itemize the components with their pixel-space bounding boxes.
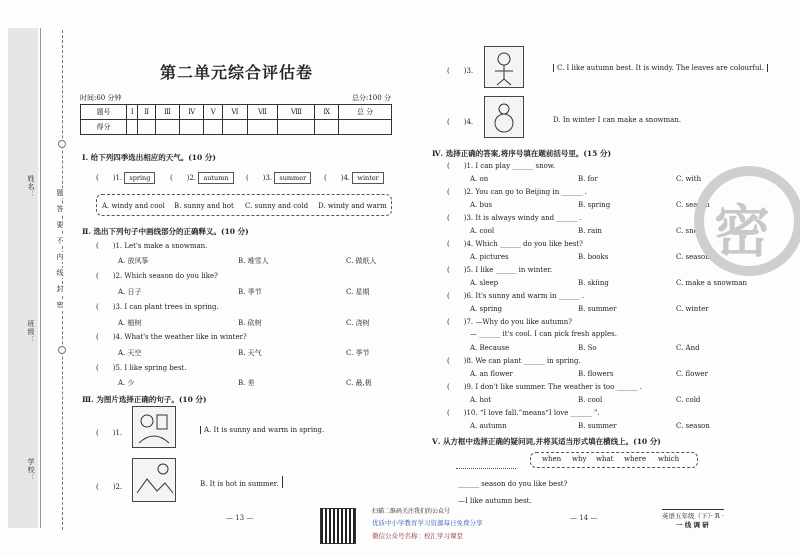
s4-question: ( )3. It is always windy and ______ . (447, 214, 582, 222)
seal-word: 答 (56, 205, 64, 213)
season-word-box: winter (352, 172, 383, 184)
promo-text: 微信公众号名称：校汇学习课堂 (372, 532, 463, 540)
option-b: B. 季节 (238, 288, 262, 296)
question-text: I can plant trees in spring. (124, 303, 219, 311)
autumn-picture-icon (484, 46, 524, 88)
option-b: B. summer (578, 305, 617, 313)
s1-item (324, 172, 384, 184)
option-c: C. season (676, 422, 710, 430)
word-bank-item: where (624, 455, 647, 463)
option-c: C. 做纸人 (346, 257, 377, 265)
answer-bracket[interactable]: ( )4. (324, 174, 351, 182)
section-2-title: Ⅱ. 选出下列句子中画线部分的正确释义。(10 分) (82, 227, 249, 236)
option-c: C. And (676, 344, 700, 352)
option-a: A. bus (470, 201, 493, 209)
s2-question (96, 271, 218, 281)
question-text: I like spring best. (124, 364, 187, 372)
answer-bracket[interactable]: ( )1. (96, 429, 123, 437)
question-text: Which season do you like? (124, 272, 218, 280)
question-text: Let's make a snowman. (124, 242, 208, 250)
answer-bracket[interactable]: ( )1. (96, 242, 123, 250)
school-label: 学校： (27, 458, 35, 482)
word-bank-item: why (572, 455, 587, 463)
word-bank-item: when (542, 455, 562, 463)
seal-word: 封 (56, 285, 64, 293)
score-table-row (81, 120, 392, 135)
seal-word: 不 (56, 237, 64, 245)
section-5-title: Ⅴ. 从方框中选择正确的疑问词,并将其适当形式填在横线上。(10 分) (432, 437, 661, 446)
score-cell[interactable] (315, 120, 339, 135)
option-a: A. 少 (118, 379, 135, 387)
option-b: B. rain (578, 227, 602, 235)
option-a: A. 天空 (118, 349, 142, 357)
s4-question: ( )5. I like ______ in winter. (447, 266, 553, 274)
option-c: C. season (676, 253, 710, 261)
option-b: B. books (578, 253, 609, 261)
answer-bracket[interactable]: ( )2. (96, 483, 123, 491)
seal-word: 密 (56, 301, 64, 309)
table-header: Ⅴ (204, 105, 223, 120)
table-header: 总 分 (339, 105, 392, 120)
answer-bracket[interactable]: ( )2. (96, 272, 123, 280)
winter-picture-icon (484, 96, 524, 138)
s4-question: ( )9. I don't like summer. The weather is too ______ . (447, 383, 643, 391)
scan-text: 扫描二维码关注我们的公众号 (372, 508, 451, 515)
option-a: A. an flower (470, 370, 513, 378)
option-c: C. 最,极 (346, 379, 372, 387)
summer-picture-icon (132, 458, 176, 502)
qr-code-icon[interactable] (320, 508, 356, 544)
s1-item (96, 172, 155, 184)
answer-bracket[interactable]: ( )4. (96, 333, 123, 341)
divider (282, 476, 283, 488)
option-c: C. season (676, 201, 710, 209)
score-cell[interactable] (138, 120, 156, 135)
binding-line (40, 28, 41, 528)
question-text: What's the weather like in winter? (124, 333, 247, 341)
season-word-box: spring (124, 172, 155, 184)
score-cell[interactable] (339, 120, 392, 135)
word-bank-item: what (596, 455, 614, 463)
s4-question: ( )8. We can plant ______ in spring. (447, 357, 581, 365)
time-label: 时间:60 分钟 (80, 94, 122, 102)
spring-picture-icon (132, 406, 176, 448)
score-cell[interactable] (247, 120, 278, 135)
season-word-box: summer (274, 172, 311, 184)
option-b: B. for (578, 175, 598, 183)
option-a: A. spring (470, 305, 503, 313)
binding-hole-icon (58, 140, 66, 148)
option-b: B. 差 (238, 379, 255, 387)
option-c: C. 星期 (346, 288, 370, 296)
seal-word: 内 (56, 253, 64, 261)
score-cell[interactable] (278, 120, 315, 135)
score-cell[interactable] (156, 120, 180, 135)
answer-bracket[interactable]: ( )5. (96, 364, 123, 372)
section-4-title: Ⅳ. 选择正确的答案,将序号填在题前括号里。(15 分) (432, 149, 611, 158)
option-c: C. make a snowman (676, 279, 748, 287)
option-b: B. spring (578, 201, 611, 209)
s2-question (96, 363, 187, 373)
option-a: A. autumn (470, 422, 507, 430)
score-table (80, 104, 392, 135)
answer-bracket[interactable]: ( )1. (96, 174, 123, 182)
picture-sentence: C. I like autumn best. It is windy. The leaves are colourful. (553, 64, 768, 72)
option-c: C. cold (676, 396, 701, 404)
total-score-label: 总分:100 分 (352, 94, 391, 102)
score-cell[interactable] (126, 120, 138, 135)
s5-question: ______ season do you like best? (458, 480, 568, 488)
picture-sentence: A. It is sunny and warm in spring. (200, 426, 324, 434)
grade-tag: 英语五年级（下）· R · (662, 509, 724, 520)
s1-item (246, 172, 311, 184)
table-header: Ⅲ (156, 105, 180, 120)
option-b: B. cool (578, 396, 603, 404)
score-cell[interactable] (204, 120, 223, 135)
table-header: Ⅳ (179, 105, 204, 120)
confidential-stamp-char: 密 (714, 199, 770, 265)
weather-option: A. windy and cool (102, 202, 165, 210)
promo-text: 优质中小学教育学习资源每日免费分享 (372, 519, 483, 527)
option-a: A. 日子 (118, 288, 142, 296)
table-row-label: 得分 (81, 120, 127, 135)
option-b: B. 堆雪人 (238, 257, 269, 265)
s4-question: ( )4. Which ______ do you like best? (447, 240, 583, 248)
option-a: A. sleep (470, 279, 499, 287)
option-a: A. pictures (470, 253, 509, 261)
season-word-box: autumn (198, 172, 233, 184)
seal-dash-line (62, 30, 63, 530)
s4-question: ( )7. —Why do you like autumn? (447, 318, 573, 326)
s4-question: ( )1. I can play ______ snow. (447, 162, 556, 170)
answer-bracket[interactable]: ( )3. (246, 174, 273, 182)
option-a: A. on (470, 175, 489, 183)
s2-question (96, 332, 247, 342)
seal-word: 线 (56, 269, 64, 277)
option-b: B. So (578, 344, 597, 352)
option-a: A. hot (470, 396, 492, 404)
word-bank-item: which (658, 455, 680, 463)
answer-bracket[interactable]: ( )3. (96, 303, 123, 311)
answer-line[interactable] (456, 468, 516, 469)
page-number: — 14 — (570, 514, 598, 522)
section-3-title: Ⅲ. 为图片选择正确的句子。(10 分) (82, 395, 207, 404)
option-c: C. 浇树 (346, 319, 370, 327)
answer-bracket[interactable]: ( )2. (170, 174, 197, 182)
option-b: B. 砍树 (238, 319, 262, 327)
weather-option: D. windy and warm (318, 202, 387, 210)
score-cell[interactable] (223, 120, 248, 135)
section-1-title: Ⅰ. 给下列四季选出相应的天气。(10 分) (82, 153, 216, 162)
table-header: Ⅵ (223, 105, 248, 120)
table-header: Ⅷ (278, 105, 315, 120)
answer-bracket[interactable]: ( )3. (447, 67, 474, 75)
name-label: 姓名： (27, 175, 35, 199)
s2-question (96, 302, 219, 312)
table-header: Ⅱ (138, 105, 156, 120)
seal-word: 题 (56, 189, 64, 197)
s4-question: ( )2. You can go to Beijing in ______ . (447, 188, 587, 196)
binding-strip (8, 28, 38, 528)
s4-question: ( )10. “I love fall.”means“I love ______ ”. (447, 409, 600, 417)
weather-option: C. sunny and cold (245, 202, 309, 210)
page-number: — 13 — (226, 514, 254, 522)
table-header: Ⅶ (247, 105, 278, 120)
option-b: B. skiing (578, 279, 609, 287)
option-c: C. flower (676, 370, 708, 378)
option-c: C. with (676, 175, 702, 183)
s4-question: ( )6. It's sunny and warm in ______ . (447, 292, 585, 300)
table-header: 题号 (81, 105, 127, 120)
s2-question (96, 241, 207, 251)
picture-sentence: B. It is hot in summer. (200, 480, 279, 488)
option-c: C. snow (676, 227, 704, 235)
page-title: 第二单元综合评估卷 (160, 63, 314, 82)
option-c: C. winter (676, 305, 709, 313)
option-a: A. 放风筝 (118, 257, 149, 265)
seal-word: 要 (56, 221, 64, 229)
picture-sentence: D. In winter I can make a snowman. (553, 116, 682, 124)
option-b: B. summer (578, 422, 617, 430)
option-b: B. 天气 (238, 349, 262, 357)
option-a: A. cool (470, 227, 495, 235)
answer-bracket[interactable]: ( )4. (447, 118, 474, 126)
class-label: 班级： (27, 320, 35, 344)
option-a: A. Because (470, 344, 510, 352)
brand-tag: 一 线 调 研 (676, 521, 709, 529)
s4-question-line2: — ______ it's cool. I can pick fresh apples. (470, 330, 617, 338)
s1-item (170, 172, 234, 184)
option-a: A. 植树 (118, 319, 142, 327)
table-header: Ⅸ (315, 105, 339, 120)
weather-option: B. sunny and hot (174, 202, 234, 210)
option-b: B. flowers (578, 370, 614, 378)
score-cell[interactable] (179, 120, 204, 135)
table-header: Ⅰ (126, 105, 138, 120)
binding-hole-icon (58, 346, 66, 354)
option-c: C. 季节 (346, 349, 370, 357)
s5-answer: —I like autumn best. (458, 497, 532, 505)
score-table-header-row (81, 105, 392, 120)
